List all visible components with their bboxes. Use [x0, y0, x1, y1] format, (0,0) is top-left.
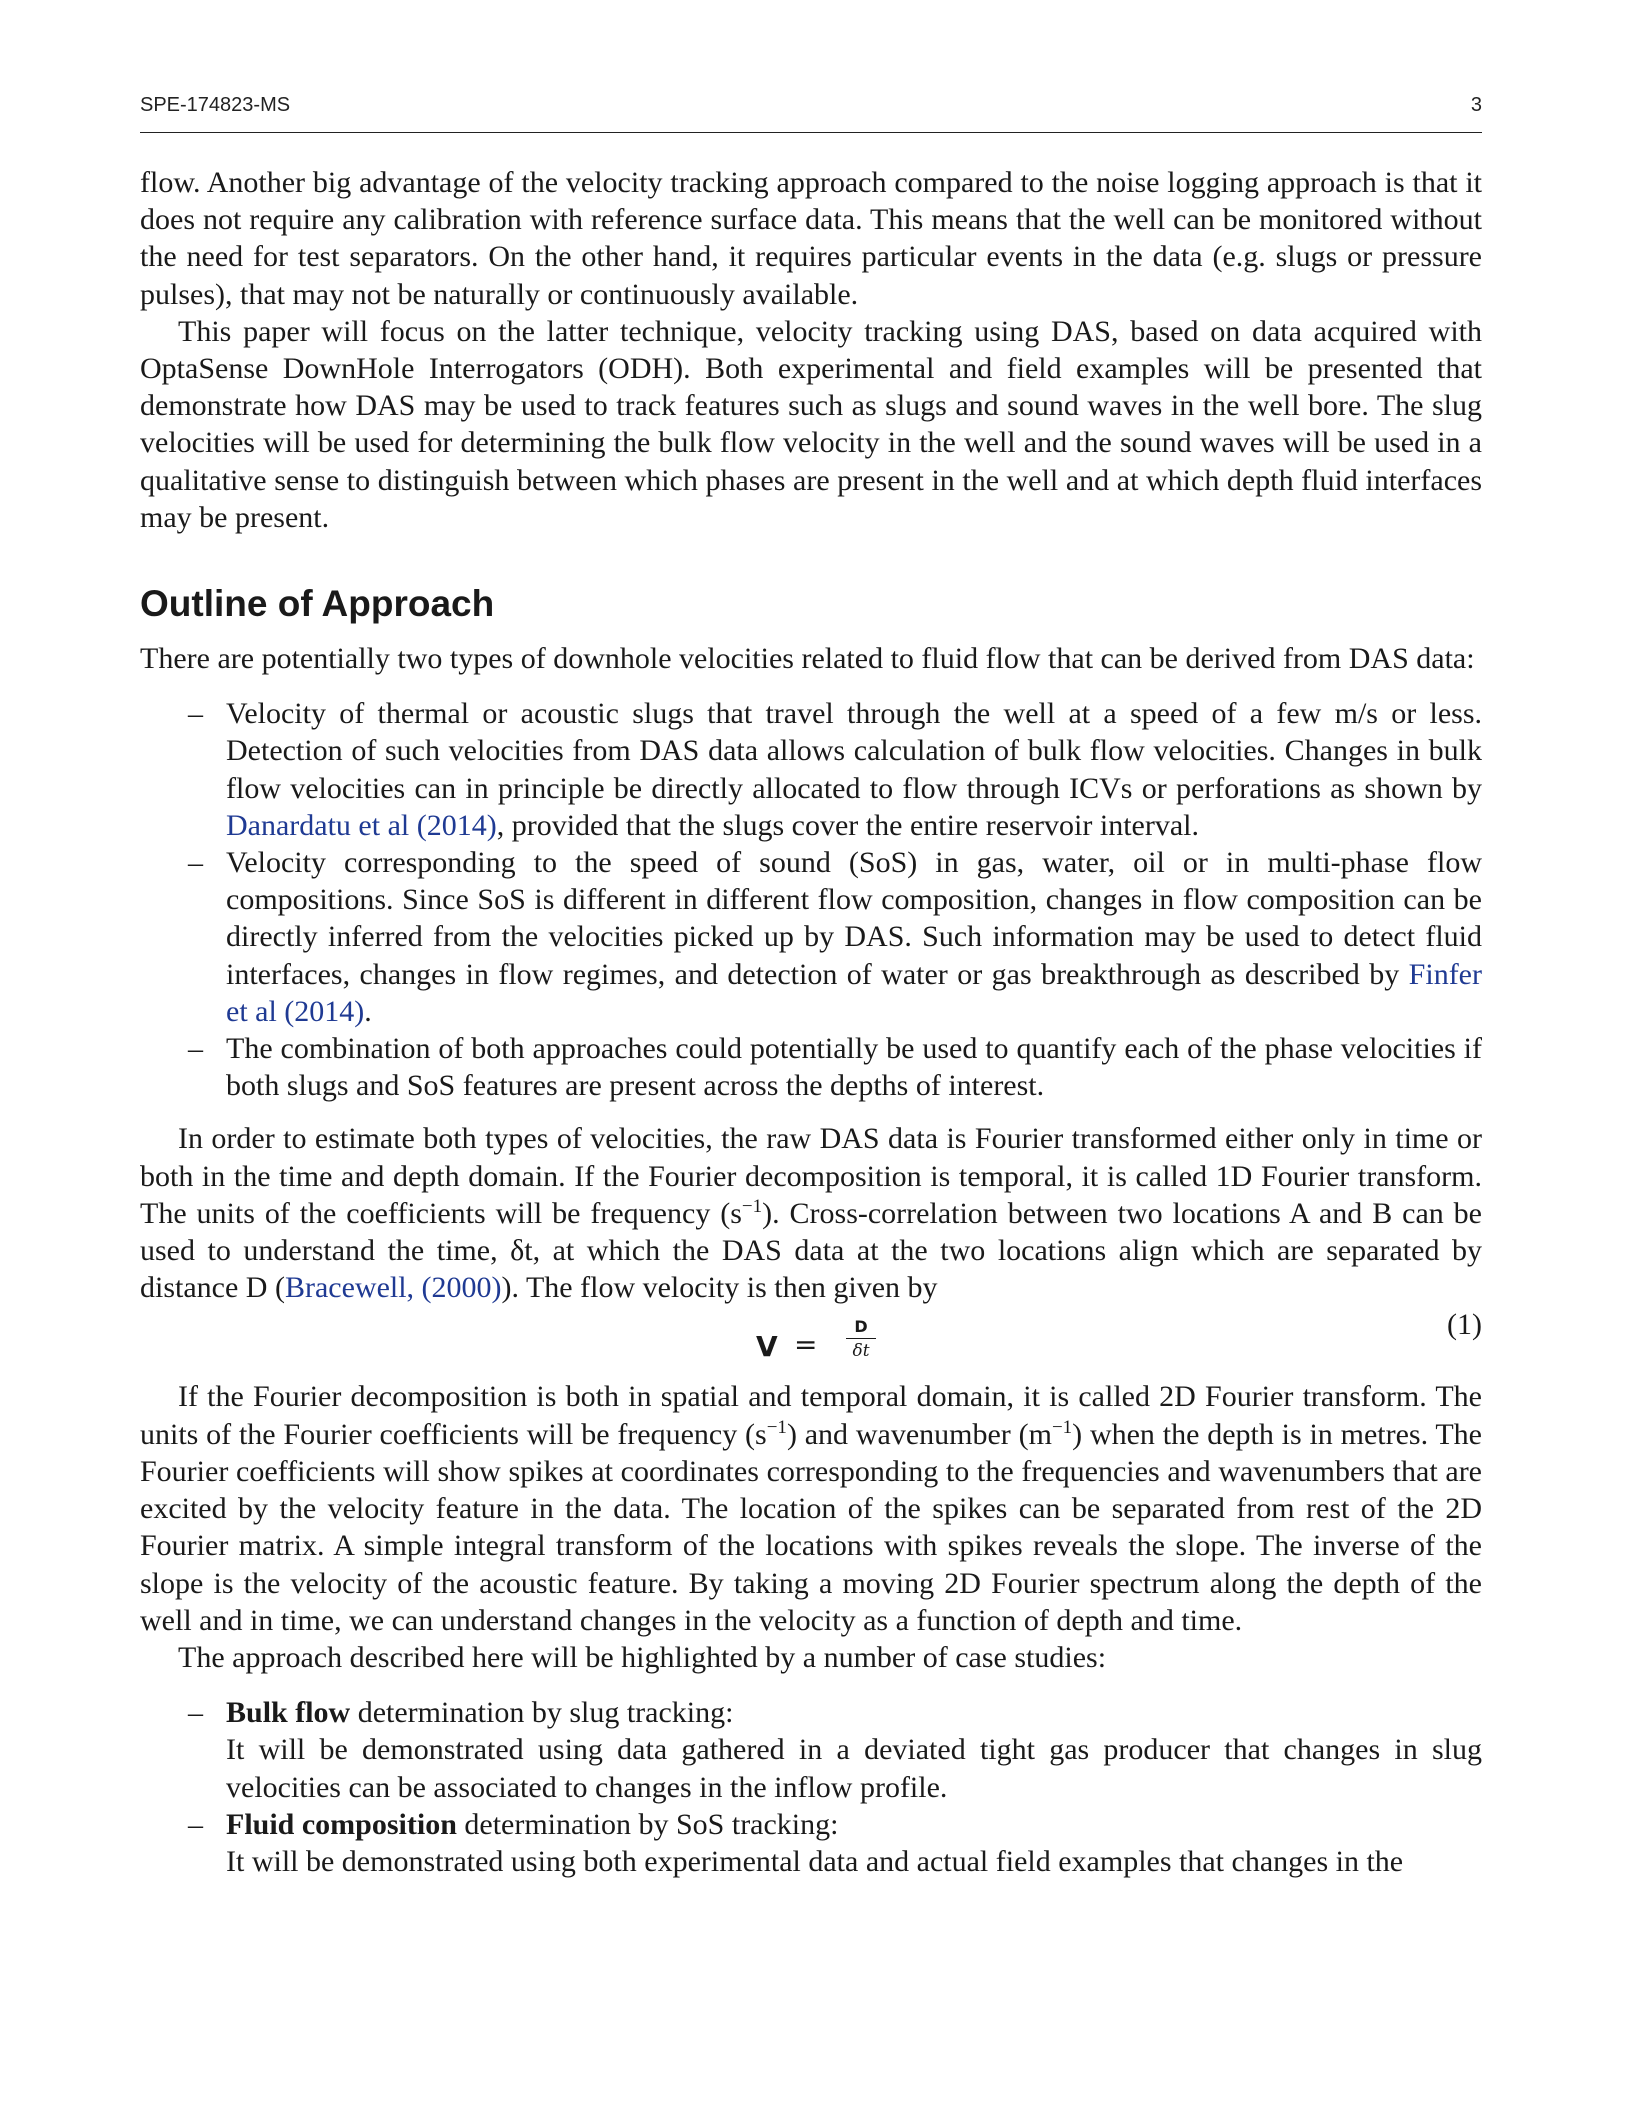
- paragraph-text: There are potentially two types of downhole velocities related to fluid flow that can be derived from DAS data:: [140, 642, 1475, 676]
- citation-link-danardatu[interactable]: Danardatu et al (2014): [226, 808, 497, 842]
- fraction: [846, 1316, 876, 1363]
- superscript: −1: [766, 1416, 787, 1438]
- case-studies-list: [140, 1694, 1482, 1880]
- list-item-text: .: [364, 994, 372, 1028]
- paragraph-text: The approach described here will be highlighted by a number of case studies:: [178, 1640, 1107, 1674]
- list-item: [140, 1030, 1482, 1104]
- equation-lhs: V: [756, 1330, 778, 1364]
- paragraph-text: flow. Another big advantage of the velocity tracking approach compared to the noise logging approach is that it does not require any calibration with reference surface data. This means that the well can be monitored without the need for test separators. On the other hand, it requires particular events in the data (e.g. slugs or pressure pulses), that may not be naturally or continuously available.: [140, 166, 1482, 311]
- dash-bullet: –: [188, 846, 203, 880]
- list-item-text: It will be demonstrated using data gathered in a deviated tight gas producer that changes in slug velocities can be associated to changes in the inflow profile.: [226, 1733, 1482, 1804]
- list-item-text: The combination of both approaches could potentially be used to quantify each of the phase velocities if both slugs and SoS features are present across the depths of interest.: [226, 1032, 1482, 1103]
- dash-bullet: –: [188, 1032, 203, 1066]
- numerator: D: [846, 1316, 876, 1339]
- list-item-text: Velocity of thermal or acoustic slugs that travel through the well at a speed of a few m/s or less. Detection of such velocities from DAS data allows calculation of bulk flow velocities. Changes in bulk flow velocities can in principle be directly allocated to flow through ICVs or perforations as shown by: [226, 697, 1482, 805]
- equals-sign: =: [794, 1328, 818, 1362]
- list-item-text: determination by SoS tracking:: [456, 1807, 839, 1841]
- list-item-text: It will be demonstrated using both experimental data and actual field examples that changes in the: [226, 1844, 1404, 1878]
- citation-link-finfer[interactable]: Finfer et al (2014): [226, 957, 1482, 1028]
- citation-link-bracewell[interactable]: Bracewell, (2000): [284, 1271, 502, 1305]
- paragraph-text: If the Fourier decomposition is both in spatial and temporal domain, it is called 2D Fourier transform. The units of the Fourier coefficients will be frequency (s: [140, 1380, 1482, 1451]
- dash-bullet: –: [188, 1807, 203, 1841]
- dash-bullet: –: [188, 1696, 203, 1730]
- list-item-text: Velocity corresponding to the speed of sound (SoS) in gas, water, oil or in multi-phase flow compositions. Since SoS is different in different flow composition, changes in flow composition can be directly inferred from the velocities picked up by DAS. Such information may be used to detect fluid interfaces, changes in flow regimes, and detection of water or gas breakthrough as described by: [226, 846, 1482, 991]
- paragraph-text: In order to estimate both types of velocities, the raw DAS data is Fourier transformed either only in time or both in the time and depth domain. If the Fourier decomposition is temporal, it is called 1D Fourier transform. The units of the coefficients will be frequency (s: [140, 1122, 1482, 1230]
- dash-bullet: –: [188, 697, 203, 731]
- list-item-title: Fluid composition: [226, 1807, 457, 1841]
- paragraph-text: ) and wavenumber (m: [786, 1417, 1052, 1451]
- section-heading: Outline of Approach: [140, 583, 495, 625]
- superscript: −1: [1051, 1416, 1073, 1438]
- paragraph-text: ) when the depth is in metres. The Fourier coefficients will show spikes at coordinates corresponding to the frequencies and wavenumbers that are excited by the velocity feature in the data. The location of the spikes can be separated from rest of the 2D Fourier matrix. A simple integral transform of the locations with spikes reveals the slope. The inverse of the slope is the velocity of the acoustic feature. By taking a moving 2D Fourier spectrum along the depth of the well and in time, we can understand changes in the velocity as a function of depth and time.: [140, 1417, 1482, 1637]
- page-number: 3: [1470, 94, 1482, 116]
- running-header: [140, 92, 1482, 133]
- list-item-text: , provided that the slugs cover the entire reservoir interval.: [496, 808, 1199, 842]
- paragraph-paper-focus: [140, 313, 1482, 536]
- paragraph-text: This paper will focus on the latter technique, velocity tracking using DAS, based on data acquired with OptaSense DownHole Interrogators (ODH). Both experimental and field examples will be presented that demonstrate how DAS may be used to track features such as slugs and sound waves in the well bore. The slug velocities will be used for determining the bulk flow velocity in the well and the sound waves will be used in a qualitative sense to distinguish between which phases are present in the well and at which depth fluid interfaces may be present.: [140, 314, 1482, 534]
- list-item-title: Bulk flow: [226, 1696, 351, 1730]
- paragraph-continuation: [140, 164, 1482, 313]
- equation-velocity: [140, 1306, 1482, 1378]
- paragraph-text: ). Cross-correlation between two locations A and B can be used to understand the time, δt, at which the DAS data at the two locations align which are separated by distance D (: [140, 1196, 1482, 1305]
- superscript: −1: [741, 1195, 763, 1217]
- article-body: [140, 164, 1482, 1880]
- equation-number: (1): [1447, 1308, 1482, 1342]
- paragraph-fourier-1d: [140, 1120, 1482, 1306]
- list-item: [140, 1694, 1482, 1806]
- velocity-types-list: [140, 695, 1482, 1104]
- paragraph-intro-velocities: [140, 640, 1482, 677]
- list-item: [140, 695, 1482, 844]
- document-id: SPE-174823-MS: [140, 94, 291, 116]
- paragraph-fourier-2d: [140, 1378, 1482, 1638]
- list-item: [140, 1806, 1482, 1880]
- paragraph-text: ). The flow velocity is then given by: [501, 1271, 938, 1305]
- list-item: [140, 844, 1482, 1030]
- denominator: δt: [852, 1341, 870, 1362]
- paragraph-case-studies: [140, 1639, 1482, 1676]
- list-item-text: determination by slug tracking:: [350, 1696, 734, 1730]
